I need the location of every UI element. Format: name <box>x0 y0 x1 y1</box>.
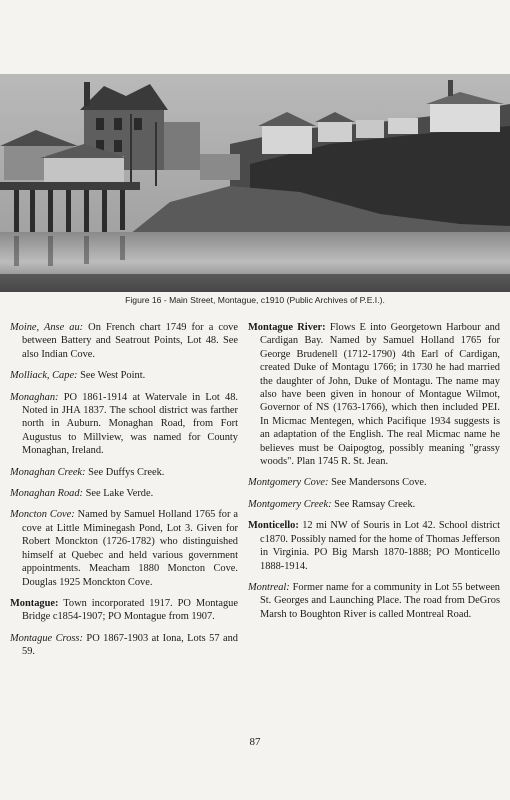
gazetteer-entry <box>248 476 500 489</box>
entry-text: Town incorporated 1917. PO Montague Bridge c1854-1907; PO Montague from 1907. <box>22 597 238 623</box>
gazetteer-entry <box>248 498 500 511</box>
entry-text: See Duffys Creek. <box>85 466 165 478</box>
historical-photograph <box>0 74 510 292</box>
gazetteer-entry <box>248 581 500 621</box>
entry-text: Former name for a community in Lot 55 between St. Georges and Launching Place. The road from DeGros Marsh to Boughton River is called Montreal Road. <box>260 581 500 620</box>
entry-text: See Ramsay Creek. <box>331 498 416 510</box>
entry-text: 12 mi NW of Souris in Lot 42. School district c1870. Possibly named for the home of Thomas Jefferson in Virginia. PO Big Marsh 1870-1888; PO Monticello 1888-1914. <box>260 520 500 572</box>
entry-headword: Montague River: <box>248 322 326 333</box>
entry-headword: Moncton Cove: <box>10 509 75 521</box>
entry-headword: Monaghan Road: <box>10 488 84 500</box>
gazetteer-entry <box>10 487 238 500</box>
gazetteer-entry <box>10 369 238 382</box>
entry-headword: Montague: <box>10 597 59 609</box>
right-column <box>248 321 500 629</box>
entry-text: Flows E into Georgetown Harbour and Cardigan Bay. Named by Samuel Holland 1765 for George Brudenell (1712-1790) 4th Earl of Cardigan, created Duke of Montagu 1766; in 1730 he had married the daughter of John, Duke of Montagu. The name may also have been given in honour of Montague Wilmot, Governor of NS (1763-1766), which then included PEI. In Micmac Mentegen, which Pacifique 1934 suggests is an adaptation of the English. The real Micmac name he believes must be Oaipogtog, possibly meaning "grassy woods". Plan 1745 R. St. Jean. <box>260 322 500 468</box>
gazetteer-entry <box>10 597 238 624</box>
left-column <box>10 321 238 667</box>
gazetteer-entry <box>10 508 238 588</box>
entry-text: PO 1867-1903 at Iona, Lots 57 and 59. <box>22 632 238 658</box>
entry-headword: Molliack, Cape: <box>10 370 78 382</box>
gazetteer-entry <box>10 466 238 479</box>
gazetteer-entry <box>248 519 500 573</box>
entry-text: See Lake Verde. <box>83 488 154 500</box>
gazetteer-entry <box>10 391 238 458</box>
page-number: 87 <box>249 736 261 748</box>
gazetteer-entry <box>10 321 238 361</box>
entry-headword: Monticello: <box>248 520 299 532</box>
entry-text: Named by Samuel Holland 1765 for a cove at Little Miminegash Pond, Lot 3. Given for Robert Monckton (1726-1782) who distinguished himself at Quebec and held various government appointments. Meacham 1880 Moncton Cove. Douglas 1925 Monckton Cove. <box>22 509 239 588</box>
entry-text: See Mandersons Cove. <box>328 477 427 489</box>
gazetteer-entry <box>10 632 238 659</box>
gazetteer-entry <box>248 321 500 468</box>
entry-headword: Montreal: <box>248 581 290 593</box>
entry-headword: Moine, Anse au: <box>10 322 84 333</box>
entry-text: On French chart 1749 for a cove between Battery and Seatrout Points, Lot 48. See also Indian Cove. <box>22 322 238 360</box>
entry-headword: Monaghan: <box>10 391 59 403</box>
entry-text: See West Point. <box>77 370 146 382</box>
figure-caption: Figure 16 - Main Street, Montague, c1910 (Public Archives of P.E.I.). <box>125 295 385 305</box>
entry-headword: Montgomery Cove: <box>248 477 329 489</box>
entry-text: PO 1861-1914 at Watervale in Lot 48. Noted in JHA 1837. The school district was farther north in Auburn. Monaghan Road, from Fort Augustus to Millview, was named for County Monaghan, Ireland. <box>22 391 238 457</box>
entry-headword: Monaghan Creek: <box>10 466 86 478</box>
entry-headword: Montague Cross: <box>10 632 83 644</box>
entry-headword: Montgomery Creek: <box>248 498 332 510</box>
